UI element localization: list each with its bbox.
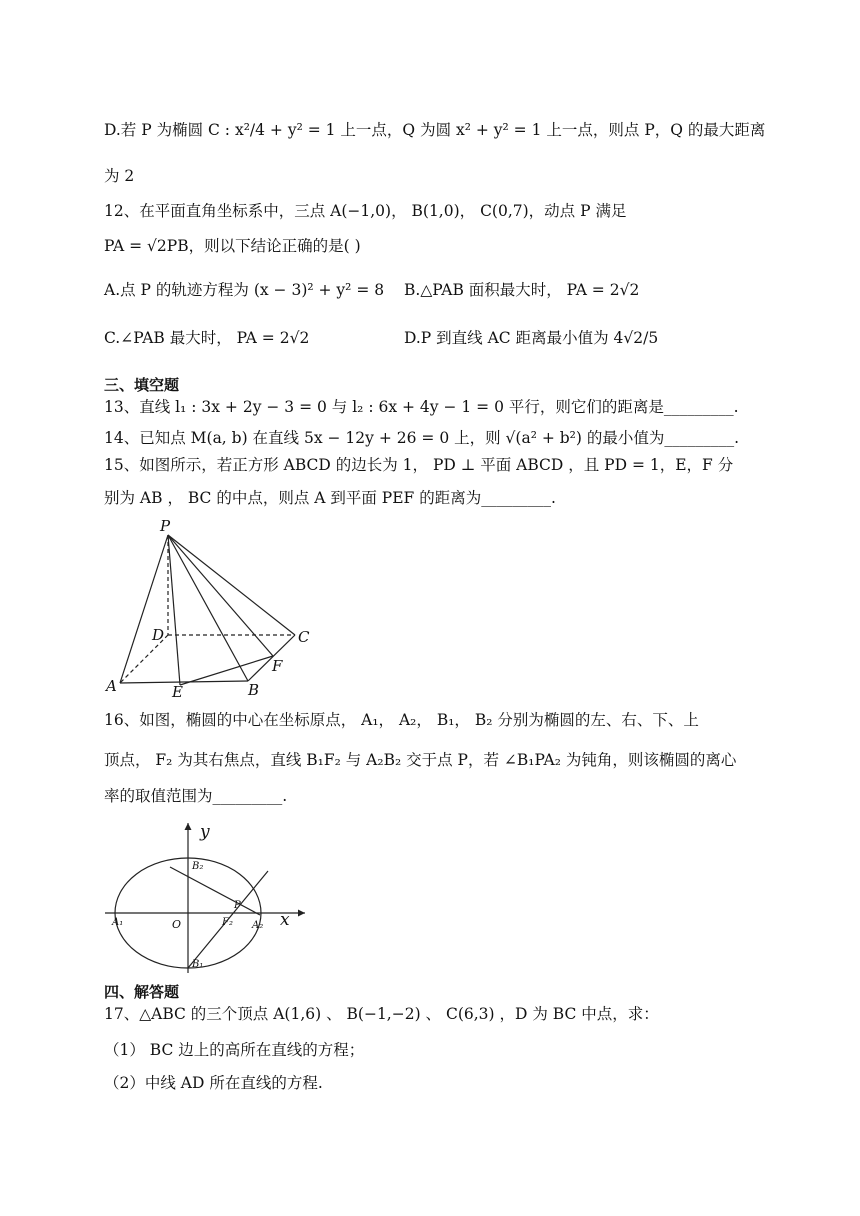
label-a: A	[106, 677, 117, 695]
q12-option-b: B.△PAB 面积最大时， PA = 2√2	[404, 281, 640, 299]
label-e: E	[172, 683, 183, 700]
q13: 13、直线 l₁ : 3x + 2y − 3 = 0 与 l₂ : 6x + 4y − 1 = 0 平行，则它们的距离是_________.	[104, 398, 739, 416]
ellipse-figure	[100, 815, 320, 975]
label-f: F	[272, 657, 283, 675]
q12-stem-cont: PA = √2PB，则以下结论正确的是( )	[104, 237, 361, 255]
q16-stem-cont2: 率的取值范围为_________.	[104, 787, 288, 805]
label-b2: B₂	[192, 861, 204, 872]
label-f2: F₂	[222, 917, 233, 928]
axis-y-label: y	[200, 822, 210, 842]
label-o: O	[172, 918, 182, 931]
axis-x-label: x	[280, 910, 290, 930]
label-p: P	[160, 517, 171, 535]
q17-part2: （2）中线 AD 所在直线的方程.	[104, 1074, 323, 1092]
q12-stem: 12、在平面直角坐标系中，三点 A(−1,0)， B(1,0)， C(0,7)，动点 P 满足	[104, 202, 627, 220]
q15-stem: 15、如图所示，若正方形 ABCD 的边长为 1， PD ⊥ 平面 ABCD ，且 PD = 1，E，F 分	[104, 456, 734, 474]
q15-stem-cont: 别为 AB ， BC 的中点，则点 A 到平面 PEF 的距离为_________.	[104, 489, 556, 507]
q11-option-d: D.若 P 为椭圆 C : x²/4 + y² = 1 上一点，Q 为圆 x² + y² = 1 上一点，则点 P，Q 的最大距离	[104, 121, 766, 139]
label-p: P	[234, 900, 241, 911]
q12-option-d: D.P 到直线 AC 距离最小值为 4√2/5	[404, 329, 659, 347]
q16-stem: 16、如图，椭圆的中心在坐标原点， A₁， A₂， B₁， B₂ 分别为椭圆的左、右、下、上	[104, 711, 699, 729]
label-a2: A₂	[252, 920, 264, 931]
q14: 14、已知点 M(a, b) 在直线 5x − 12y + 26 = 0 上，则 √(a² + b²) 的最小值为_________.	[104, 429, 740, 447]
q17-part1: （1） BC 边上的高所在直线的方程；	[104, 1041, 365, 1059]
q11-option-d-cont: 为 2	[104, 167, 135, 185]
label-b1: B₁	[192, 959, 204, 970]
q17-stem: 17、△ABC 的三个顶点 A(1,6) 、 B(−1,−2) 、 C(6,3) ，D 为 BC 中点，求：	[104, 1005, 659, 1023]
q12-option-c: C.∠PAB 最大时， PA = 2√2	[104, 329, 310, 347]
q16-stem-cont: 顶点， F₂ 为其右焦点，直线 B₁F₂ 与 A₂B₂ 交于点 P，若 ∠B₁PA₂ 为钝角，则该椭圆的离心	[104, 751, 737, 769]
section-answer: 四、解答题	[104, 983, 180, 1001]
label-a1: A₁	[112, 917, 124, 928]
label-d: D	[152, 626, 165, 644]
section-fill-in: 三、填空题	[104, 376, 180, 394]
label-c: C	[298, 628, 310, 646]
q12-option-a: A.点 P 的轨迹方程为 (x − 3)² + y² = 8	[104, 281, 385, 299]
pyramid-figure	[100, 515, 330, 700]
label-b: B	[248, 681, 260, 699]
